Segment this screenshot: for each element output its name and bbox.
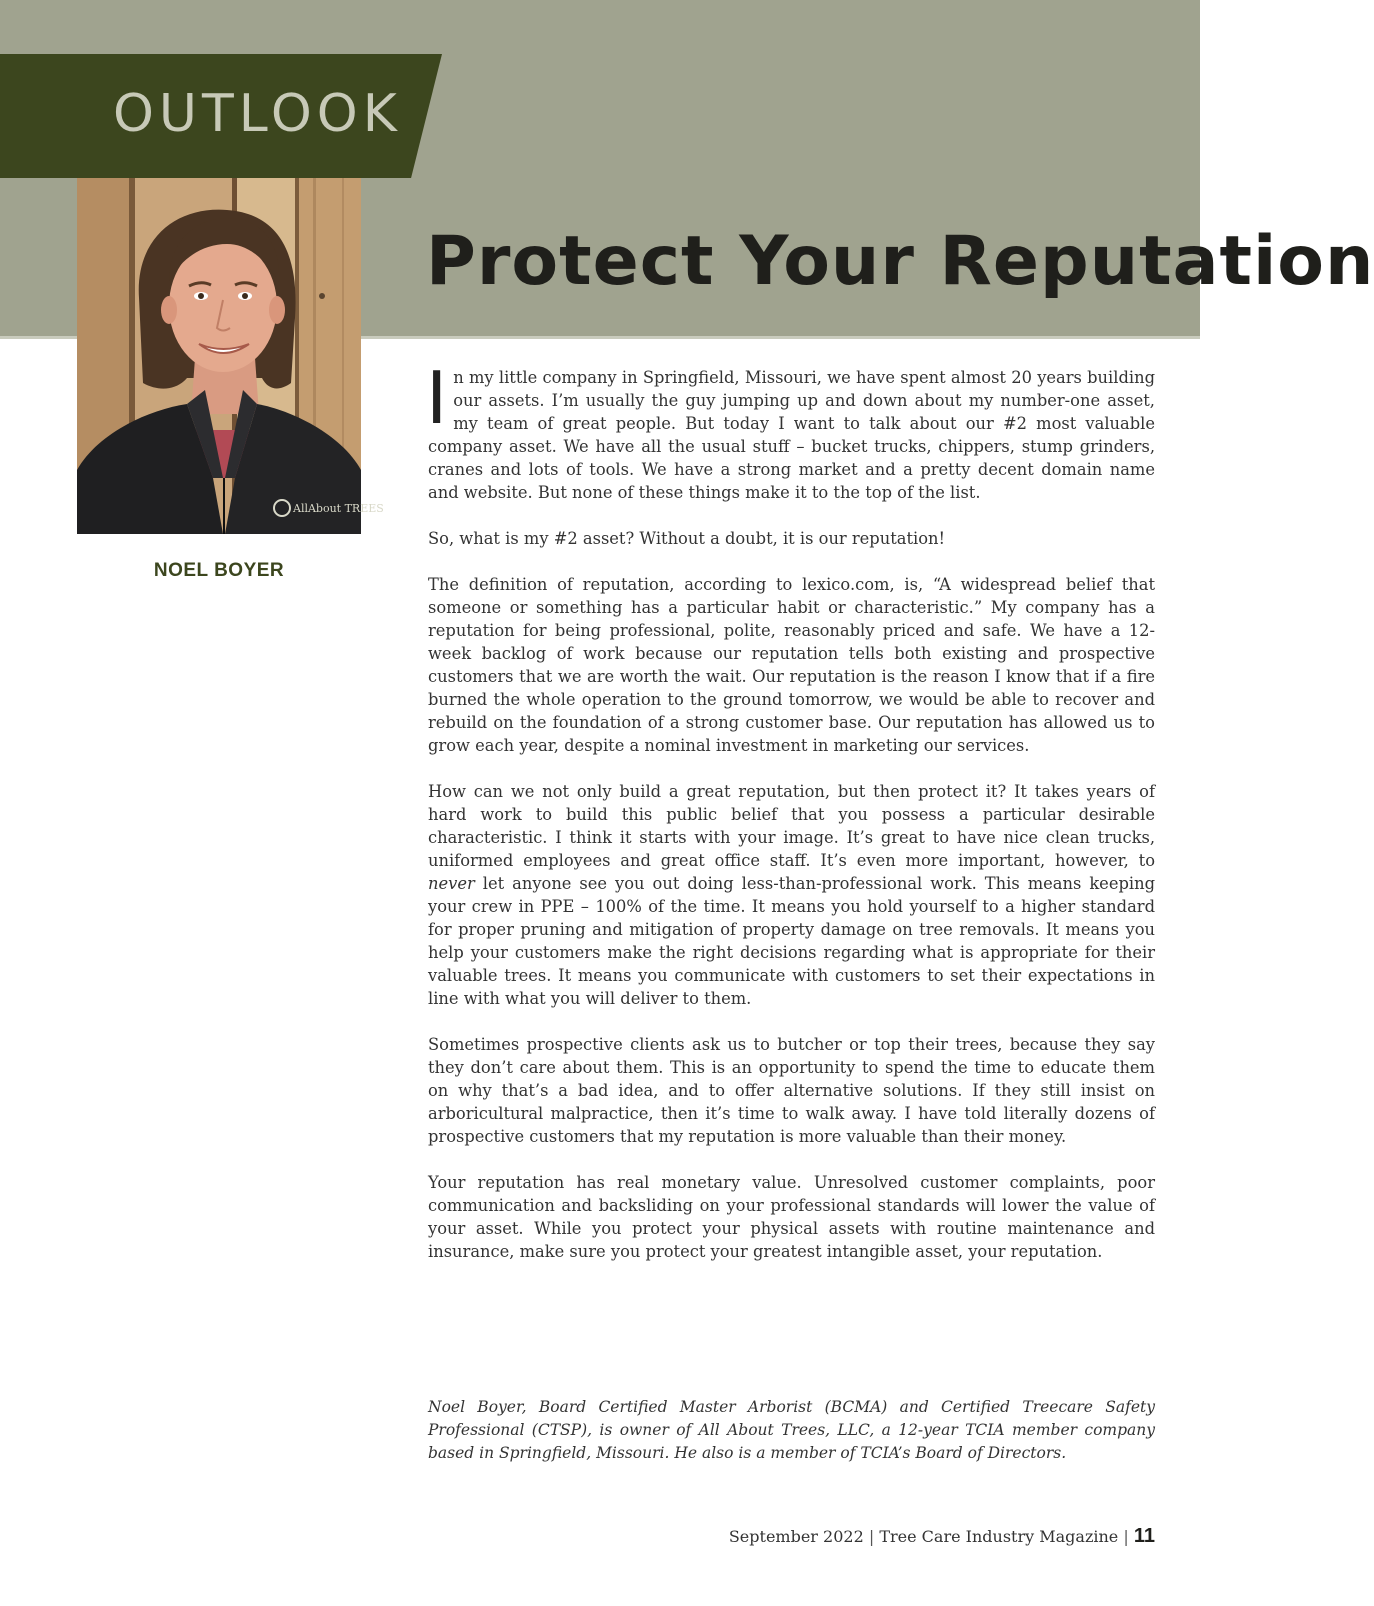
- page-number: 11: [1133, 1525, 1155, 1547]
- jacket-logo-text: AllAbout TREES: [293, 502, 384, 515]
- article-paragraph-1: [426, 356, 1155, 504]
- paragraph-1-text: n my little company in Springfield, Missouri, we have spent almost 20 years building our assets. I’m usually the guy jumping up and down about my number-one asset, my team of great people. But today I want to talk about our #2 most valuable company asset. We have all the usual stuff – bucket trucks, chippers, stump grinders, cranes and lots of tools. We have a strong market and a pretty decent domain name and website. But none of these things make it to the top of the list.: [428, 368, 1155, 502]
- section-label: OUTLOOK: [113, 84, 402, 144]
- footer-issue: September 2022: [728, 1527, 864, 1546]
- article-body: [426, 356, 1155, 1286]
- article-paragraph-3: The definition of reputation, according to lexico.com, is, “A widespread belief that someone or something has a particular habit or characteristic.” My company has a reputation for being professional, polite, reasonably priced and safe. We have a 12-week backlog of work because our reputation tells both existing and prospective customers that we are worth the wait. Our reputation is the reason I know that if a fire burned the whole operation to the ground tomorrow, we would be able to recover and rebuild on the foundation of a strong customer base. Our reputation has allowed us to grow each year, despite a nominal investment in marketing our services.: [428, 575, 1155, 755]
- paragraph-4-text-a: How can we not only build a great reputation, but then protect it? It takes years of hard work to build this public belief that you possess a particular desirable characteristic. I think it starts with your image. It’s great to have nice clean trucks, uniformed employees and great office staff. It’s even more important, however, to: [428, 782, 1155, 870]
- article-paragraph-5: Sometimes prospective clients ask us to butcher or top their trees, because they say they don’t care about them. This is an opportunity to spend the time to educate them on why that’s a bad idea, and to offer alternative solutions. If they still insist on arboricultural malpractice, then it’s time to walk away. I have told literally dozens of prospective customers that my reputation is more valuable than their money.: [428, 1035, 1155, 1146]
- author-photo: [77, 178, 384, 534]
- author-bio: Noel Boyer, Board Certified Master Arborist (BCMA) and Certified Treecare Safety Professional (CTSP), is owner of All About Trees, LLC, a 12-year TCIA member company based in Springfield, Missouri. He also is a member of TCIA’s Board of Directors.: [428, 1398, 1155, 1462]
- drop-cap: I: [426, 356, 448, 440]
- author-name: NOEL BOYER: [153, 560, 285, 581]
- article-paragraph-2: So, what is my #2 asset? Without a doubt, it is our reputation!: [428, 529, 946, 548]
- paragraph-4-text-b: let anyone see you out doing less-than-professional work. This means keeping your crew in PPE – 100% of the time. It means you hold yourself to a higher standard for proper pruning and mitigation of property damage on tree removals. It means you help your customers make the right decisions regarding what is appropriate for their valuable trees. It means you communicate with customers to set their expectations in line with what you will deliver to them.: [428, 874, 1155, 1008]
- article-paragraph-4: [428, 780, 1155, 1010]
- article-paragraph-6: Your reputation has real monetary value. Unresolved customer complaints, poor communication and backsliding on your professional standards will lower the value of your asset. While you protect your physical assets with routine maintenance and insurance, make sure you protect your greatest intangible asset, your reputation.: [428, 1173, 1155, 1261]
- footer-magazine: Tree Care Industry Magazine: [879, 1527, 1119, 1546]
- page-footer: [729, 1525, 1155, 1548]
- paragraph-4-emphasis: never: [428, 874, 475, 893]
- footer-separator: |: [868, 1527, 875, 1546]
- author-portrait-image: [77, 178, 384, 534]
- article-headline: Protect Your Reputation: [426, 222, 1374, 301]
- footer-separator-2: |: [1123, 1527, 1129, 1546]
